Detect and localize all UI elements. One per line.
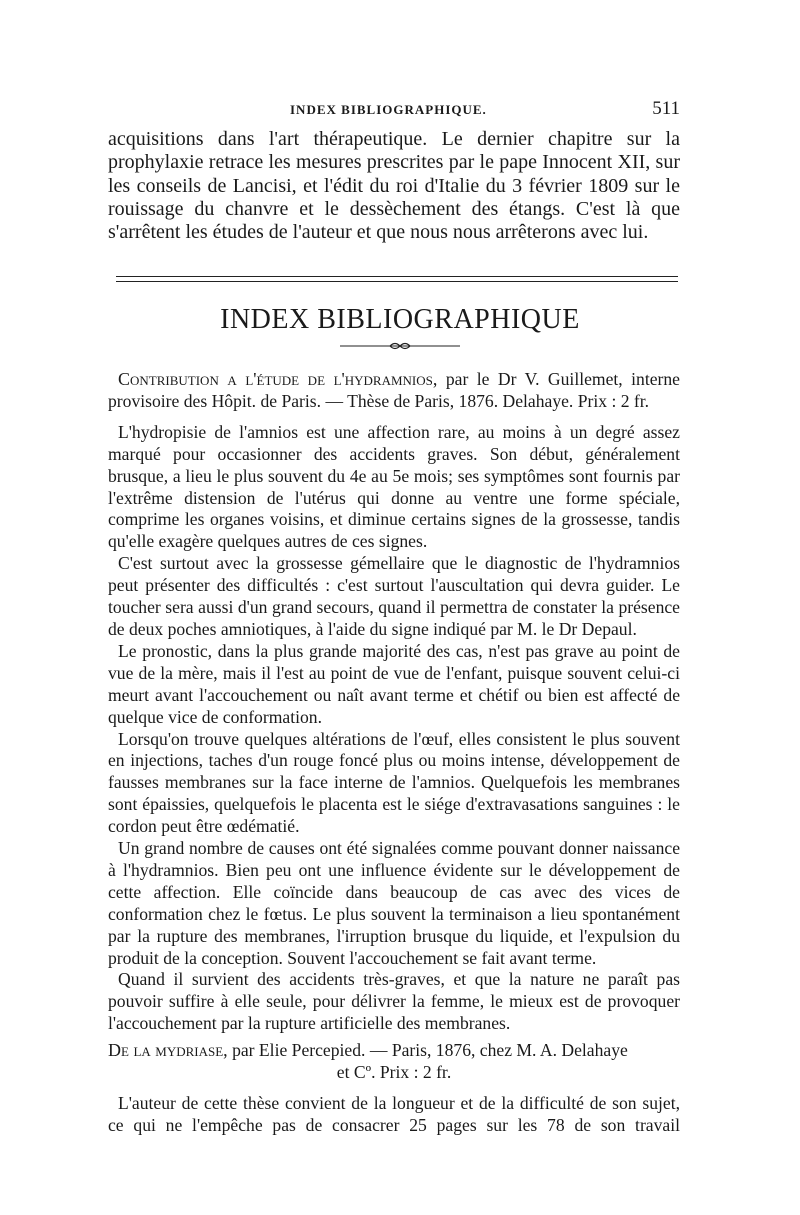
entry-paragraph: C'est surtout avec la grossesse gémellaire que le diagnostic de l'hydramnios peut présenter des difficultés : c'est surtout l'auscultation qui devra guider. Le toucher sera aussi d'un grand secours, quand il permettra de constater la présence de deux poches amniotiques, à l'aide du signe indiqué par M. le Dr Depaul.	[108, 553, 680, 639]
double-rule-bottom	[116, 281, 678, 282]
running-head	[110, 100, 680, 122]
entry-mydriase	[108, 1040, 680, 1137]
entry-paragraph: Lorsqu'on trouve quelques altérations de l'œuf, elles consistent le plus souvent en injections, taches d'un rouge foncé plus ou moins intense, développement de fausses membranes sur la face interne de l'amnios. Quelquefois les membranes sont épaissies, quelquefois le placenta est le siége d'extravasations sanguines : le cordon peut être œdématié.	[108, 728, 680, 837]
top-paragraph: acquisitions dans l'art thérapeutique. Le dernier chapitre sur la prophylaxie retrace les mesures prescrites par le pape Innocent XII, sur les conseils de Lancisi, et l'édit du roi d'Italie du 3 février 1809 sur le rouissage du chanvre et le dessèchement des étangs. C'est là que s'arrêtent les études de l'auteur et que nous nous arrêterons avec lui.	[108, 128, 680, 244]
entry-heading-line2: et Cº. Prix : 2 fr.	[336, 1061, 452, 1082]
entry-paragraph: Quand il survient des accidents très-graves, et que la nature ne paraît pas pouvoir suffire à elle seule, pour délivrer la femme, le mieux est de provoquer l'accouchement par la rupture artificielle des membranes.	[108, 969, 680, 1034]
running-head-title: INDEX BIBLIOGRAPHIQUE.	[290, 102, 487, 117]
entry-heading-title: De la mydriase,	[108, 1040, 228, 1060]
entry-paragraph: L'auteur de cette thèse convient de la longueur et de la difficulté de son sujet, ce qui ne l'empêche pas de consacrer 25 pages sur les 78 de son travail	[108, 1092, 680, 1135]
entry-heading-rest: par Elie Percepied. — Paris, 1876, chez M. A. Delahaye	[227, 1040, 628, 1060]
entry-heading	[108, 1040, 680, 1062]
entry-paragraph: Le pronostic, dans la plus grande majorité des cas, n'est pas grave au point de vue de la mère, mais il l'est au point de vue de l'enfant, puisque souvent celui-ci meurt avant l'accouchement ou naît avant terme et chétif ou bien est affecté de quelque vice de conformation.	[108, 640, 680, 727]
entry-paragraph: L'hydropisie de l'amnios est une affection rare, au moins à un degré assez marqué pour occasionner des accidents graves. Son début, généralement brusque, a lieu le plus souvent du 4e au 5e mois; ses symptômes sont fournis par l'extrême distension de l'utérus qui donne au ventre une forme spéciale, comprime les organes voisins, et diminue certains signes de la grossesse, tandis qu'elle exagère quelques autres de ces signes.	[108, 421, 680, 552]
ornament-divider	[340, 340, 460, 352]
entry-hydramnios	[108, 369, 680, 1035]
entry-heading	[108, 369, 680, 413]
entry-paragraph: Un grand nombre de causes ont été signalées comme pouvant donner naissance à l'hydramnios. Bien peu ont une influence évidente sur le développement de cette affection. Elle coïncide dans beaucoup de cas avec des vices de conformation chez le fœtus. Le plus souvent la terminaison a lieu spontanément par la rupture des membranes, l'irruption brusque du liquide, et l'expulsion du produit de la conception. Souvent l'accouchement se fait avant terme.	[108, 838, 680, 968]
page-number: 511	[652, 98, 680, 119]
top-paragraph-block	[108, 128, 680, 244]
entry-heading-title: Contribution a l'étude de l'hydramnios,	[118, 369, 438, 389]
double-rule-top	[116, 276, 678, 277]
section-title: INDEX BIBLIOGRAPHIQUE	[220, 304, 580, 335]
entry-heading-rest: par le Dr V. Guillemet, interne provisoire des Hôpit. de Paris. — Thèse de Paris, 1876. Delahaye. Prix : 2 fr.	[108, 369, 680, 411]
